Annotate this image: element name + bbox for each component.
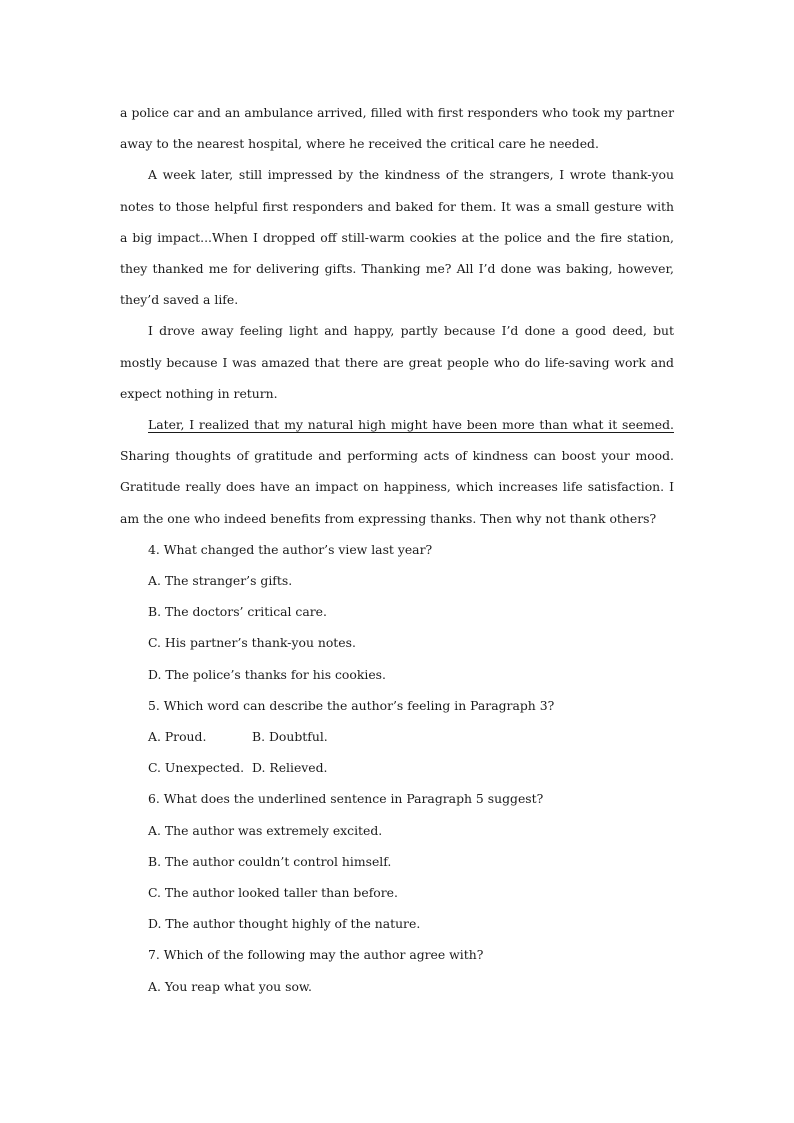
question-4-option-d: D. The police’s thanks for his cookies. — [148, 666, 386, 682]
paragraph-1: a police car and an ambulance arrived, filled with first responders who took my partner away to the nearest hospital, where he received the critical care he needed. — [120, 105, 674, 152]
question-5-option-a: A. Proud. — [148, 729, 207, 745]
paragraph-2: A week later, still impressed by the kindness of the strangers, I wrote thank-you notes to those helpful first responders and baked for them. It was a small gesture with a big impact...When I dropped off still-warm cookies at the police and the fire station, they thanked me for delivering gifts. Thanking me? All I’d done was baking, however, they’d saved a life. — [120, 167, 674, 308]
question-6-option-b: B. The author couldn’t control himself. — [148, 853, 392, 869]
question-6-stem: 6. What does the underlined sentence in Paragraph 5 suggest? — [148, 791, 544, 807]
question-4-option-c: C. His partner’s thank-you notes. — [148, 635, 356, 651]
question-4-option-b: B. The doctors’ critical care. — [148, 604, 327, 620]
question-5-options-cd — [120, 752, 674, 783]
question-4-stem: 4. What changed the author’s view last year? — [148, 541, 433, 557]
document-page — [120, 97, 674, 1002]
paragraph-5 — [120, 409, 674, 534]
question-5-option-b: B. Doubtful. — [252, 729, 328, 745]
question-5-option-c: C. Unexpected. — [148, 760, 245, 776]
paragraph-3: I drove away feeling light and happy, partly because I’d done a good deed, but mostly because I was amazed that there are great people who do life-saving work and expect nothing in return. — [120, 323, 674, 401]
question-6-option-d: D. The author thought highly of the nature. — [148, 916, 421, 932]
underlined-sentence: Later, I realized that my natural high might have been more than what it seemed. — [148, 417, 674, 433]
question-5-option-d: D. Relieved. — [252, 760, 328, 776]
paragraph-5-rest: Sharing thoughts of gratitude and performing acts of kindness can boost your mood. Gratitude really does have an impact on happiness, which increases life satisfaction. I am the one who indeed benefits from expressing thanks. Then why not thank others? — [120, 448, 674, 526]
question-7-stem: 7. Which of the following may the author agree with? — [148, 947, 484, 963]
question-7-option-a: A. You reap what you sow. — [148, 978, 312, 994]
question-5-options-ab — [120, 721, 674, 752]
question-6-option-c: C. The author looked taller than before. — [148, 885, 398, 901]
question-5-stem: 5. Which word can describe the author’s feeling in Paragraph 3? — [148, 697, 555, 713]
question-6-option-a: A. The author was extremely excited. — [148, 822, 383, 838]
question-4-option-a: A. The stranger’s gifts. — [148, 573, 293, 589]
